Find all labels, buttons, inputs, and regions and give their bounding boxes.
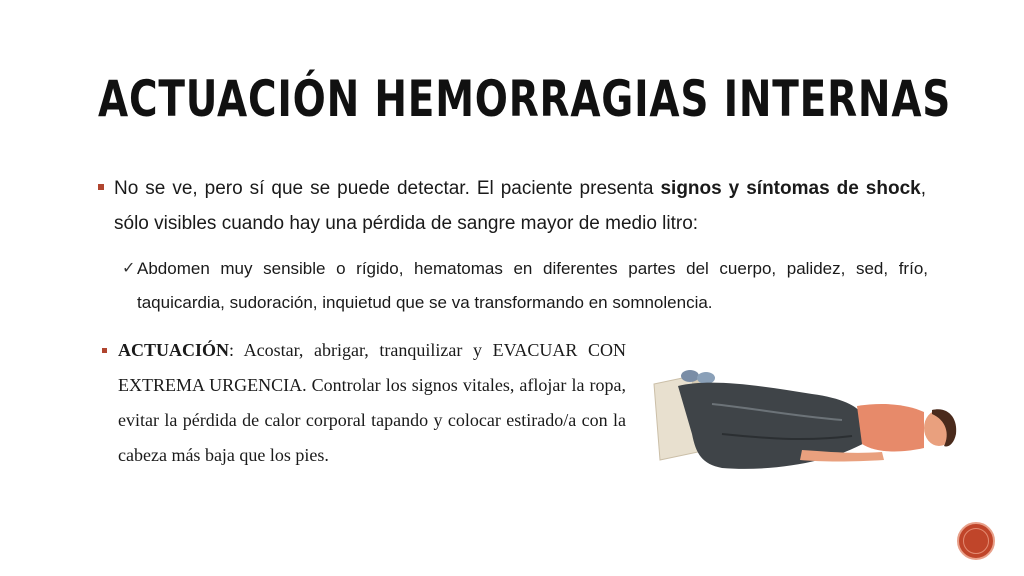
- bullet1-text-start: No se ve, pero sí que se puede detectar. El paciente presenta: [114, 178, 661, 199]
- page-number-badge: [957, 522, 995, 560]
- checkmark-icon: ✓: [122, 260, 136, 277]
- bullet2-text: : Acostar, abrigar, tranquilizar y EVACUAR CON EXTREMA URGENCIA. Controlar los signos vitales, aflojar la ropa, evitar la pérdida de calor corporal tapando y colocar estirado/a con la cabeza más baja que los pies.: [118, 340, 626, 465]
- bullet-square-icon: [102, 348, 107, 353]
- bullet1-bold-text: signos y síntomas de shock: [660, 178, 921, 199]
- subbullet-text: Abdomen muy sensible o rígido, hematomas en diferentes partes del cuerpo, palidez, sed, frío, taquicardia, sudoración, inquietud que se va transformando en somnolencia.: [137, 259, 928, 312]
- bullet-actuacion: [102, 333, 626, 473]
- shock-position-illustration: [652, 364, 966, 492]
- bullet-shock-signs: [98, 171, 926, 241]
- bullet2-bold-text: ACTUACIÓN: [118, 340, 230, 360]
- slide-title: ACTUACIÓN HEMORRAGIAS INTERNAS: [98, 70, 952, 128]
- bullet-square-icon: [98, 184, 104, 190]
- bullet1-text-end: , sólo visibles cuando hay una pérdida de sangre mayor de medio litro:: [114, 178, 926, 234]
- subbullet-symptoms: [122, 252, 928, 320]
